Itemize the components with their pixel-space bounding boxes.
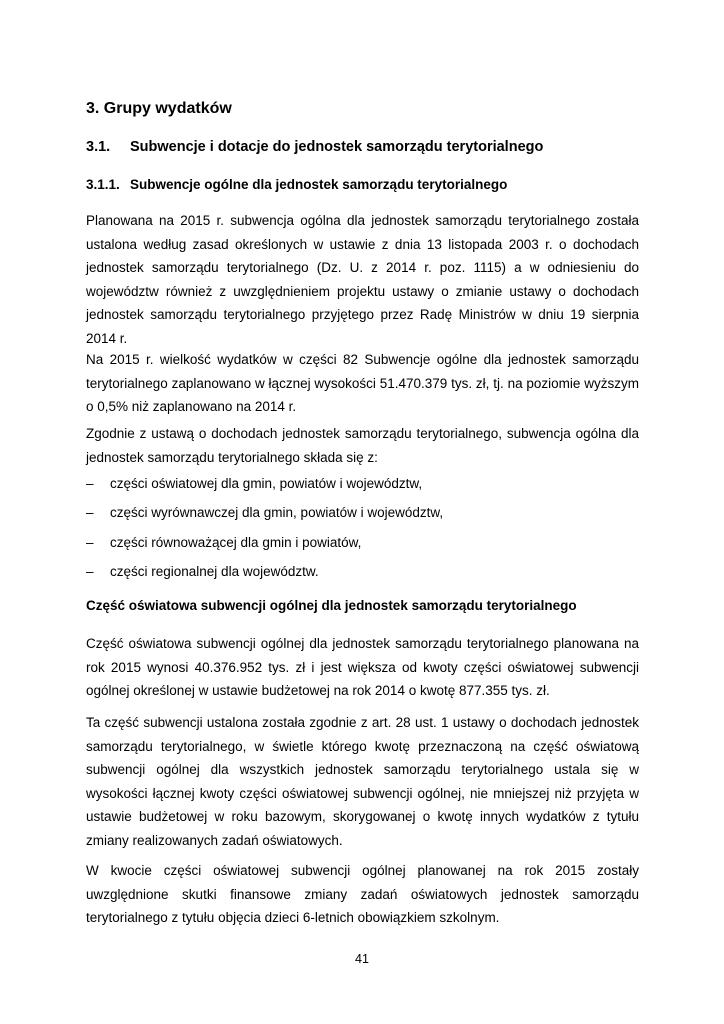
subvention-parts-list	[86, 473, 443, 590]
section-number: 3.	[86, 100, 100, 117]
subsection-number: 3.1.	[86, 139, 111, 155]
list-item	[86, 473, 443, 502]
list-bullet: –	[86, 476, 94, 491]
paragraph-six-year-olds: W kwocie części oświatowej subwencji ogólnej planowanej na rok 2015 zostały uwzględnione skutki finansowe zmiany zadań oświatowych jednostek samorządu terytorialnego z tytułu objęcia dzieci 6-letnich obowiązkiem szkolnym.	[86, 863, 639, 925]
list-bullet: –	[86, 534, 94, 550]
subsubsection-number: 3.1.1.	[86, 177, 120, 192]
subsubsection-heading	[86, 176, 507, 194]
paragraph-educational-amount: Część oświatowa subwencji ogólnej dla jednostek samorządu terytorialnego planowana na rok 2015 wynosi 40.376.952 tys. zł i jest większa od kwoty części oświatowej subwencji ogólnej określonej w ustawie budżetowej na rok 2014 o kwotę 877.355 tys. zł.	[86, 636, 639, 698]
list-item-text: części regionalnej dla województw.	[110, 563, 319, 579]
page-number: 41	[355, 952, 369, 966]
paragraph-subvention-basis: Planowana na 2015 r. subwencja ogólna dla jednostek samorządu terytorialnego została ustalona według zasad określonych w ustawie z dnia 13 listopada 2003 r. o dochodach jednostek samorządu terytorialnego (Dz. U. z 2014 r. poz. 1115) a w odniesieniu do województw również z uwzględnieniem projektu ustawy o zmianie ustawy o dochodach jednostek samorządu terytorialnego przyjętego przez Radę Ministrów w dniu 19 sierpnia 2014 r.	[86, 213, 639, 346]
list-item-text: części równoważącej dla gmin i powiatów,	[110, 534, 362, 550]
list-item	[86, 532, 443, 561]
educational-part-heading: Część oświatowa subwencji ogólnej dla jednostek samorządu terytorialnego	[86, 598, 577, 613]
list-item	[86, 502, 443, 531]
paragraph-subvention-parts-intro: Zgodnie z ustawą o dochodach jednostek samorządu terytorialnego, subwencja ogólna dla jednostek samorządu terytorialnego składa się z:	[86, 426, 639, 465]
list-item-text: części wyrównawczej dla gmin, powiatów i województw,	[110, 505, 444, 521]
paragraph-educational-calculation: Ta część subwencji ustalona została zgodnie z art. 28 ust. 1 ustawy o dochodach jednostek samorządu terytorialnego, w świetle którego kwotę przeznaczoną na część oświatową subwencji ogólnej dla wszystkich jednostek samorządu terytorialnego ustala się w wysokości łącznej kwoty części oświatowej subwencji ogólnej, nie mniejszej niż przyjęta w ustawie budżetowej w roku bazowym, skorygowanej o kwotę innych wydatków z tytułu zmiany realizowanych zadań oświatowych.	[86, 715, 639, 848]
paragraph-expenditure-amount: Na 2015 r. wielkość wydatków w części 82 Subwencje ogólne dla jednostek samorządu terytorialnego zaplanowano w łącznej wysokości 51.470.379 tys. zł, tj. na poziomie wyższym o 0,5% niż zaplanowano na 2014 r.	[86, 352, 639, 414]
list-item-text: części oświatowej dla gmin, powiatów i województw,	[110, 476, 423, 491]
subsubsection-title: Subwencje ogólne dla jednostek samorządu terytorialnego	[130, 177, 508, 192]
section-title: Grupy wydatków	[103, 100, 232, 117]
list-bullet: –	[86, 563, 94, 579]
list-bullet: –	[86, 505, 94, 521]
list-item	[86, 561, 443, 590]
subsection-heading	[86, 138, 543, 156]
subsection-title: Subwencje i dotacje do jednostek samorządu terytorialnego	[130, 139, 544, 155]
section-heading	[86, 99, 232, 119]
